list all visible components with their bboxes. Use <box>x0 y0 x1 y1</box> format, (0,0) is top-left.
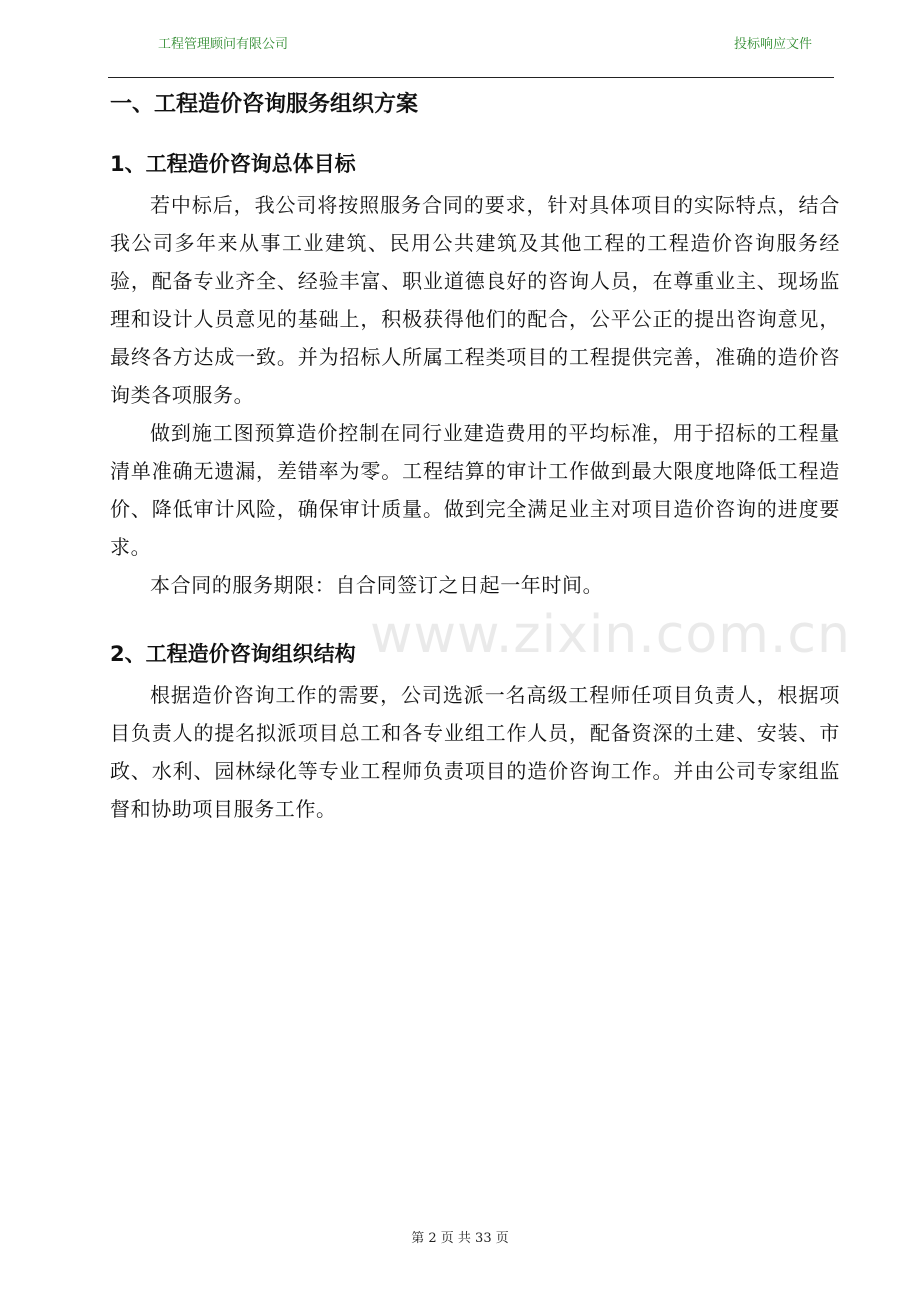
main-heading: 一、工程造价咨询服务组织方案 <box>110 92 419 117</box>
section-2-heading: 2、工程造价咨询组织结构 <box>110 642 356 666</box>
section-1-heading: 1、工程造价咨询总体目标 <box>110 152 356 176</box>
section-2 <box>110 636 840 828</box>
page-number-footer: 第 2 页 共 33 页 <box>411 1231 509 1246</box>
header-company-name: 工程管理顾问有限公司 <box>158 37 289 52</box>
section-1-paragraph-3: 本合同的服务期限：自合同签订之日起一年时间。 <box>150 573 604 597</box>
section-1-paragraph-2: 做到施工图预算造价控制在同行业建造费用的平均标准，用于招标的工程量清单准确无遗漏，差错率为零。工程结算的审计工作做到最大限度地降低工程造价、降低审计风险，确保审计质量。做到完全满足业主对项目造价咨询的进度要求。 <box>110 421 840 559</box>
section-1 <box>110 146 840 604</box>
header-divider <box>108 77 834 78</box>
header-document-type: 投标响应文件 <box>733 37 812 52</box>
watermark: www.zixin.com.cn <box>370 605 851 665</box>
document-content <box>110 86 840 828</box>
section-1-paragraph-1: 若中标后，我公司将按照服务合同的要求，针对具体项目的实际特点，结合我公司多年来从事工业建筑、民用公共建筑及其他工程的工程造价咨询服务经验，配备专业齐全、经验丰富、职业道德良好的咨询人员，在尊重业主、现场监理和设计人员意见的基础上，积极获得他们的配合，公平公正的提出咨询意见，最终各方达成一致。并为招标人所属工程类项目的工程提供完善，准确的造价咨询类各项服务。 <box>110 193 840 407</box>
section-gap <box>110 604 840 624</box>
section-2-paragraph-1: 根据造价咨询工作的需要，公司选派一名高级工程师任项目负责人，根据项目负责人的提名拟派项目总工和各专业组工作人员，配备资深的土建、安装、市政、水利、园林绿化等专业工程师负责项目的造价咨询工作。并由公司专家组监督和协助项目服务工作。 <box>110 683 840 821</box>
